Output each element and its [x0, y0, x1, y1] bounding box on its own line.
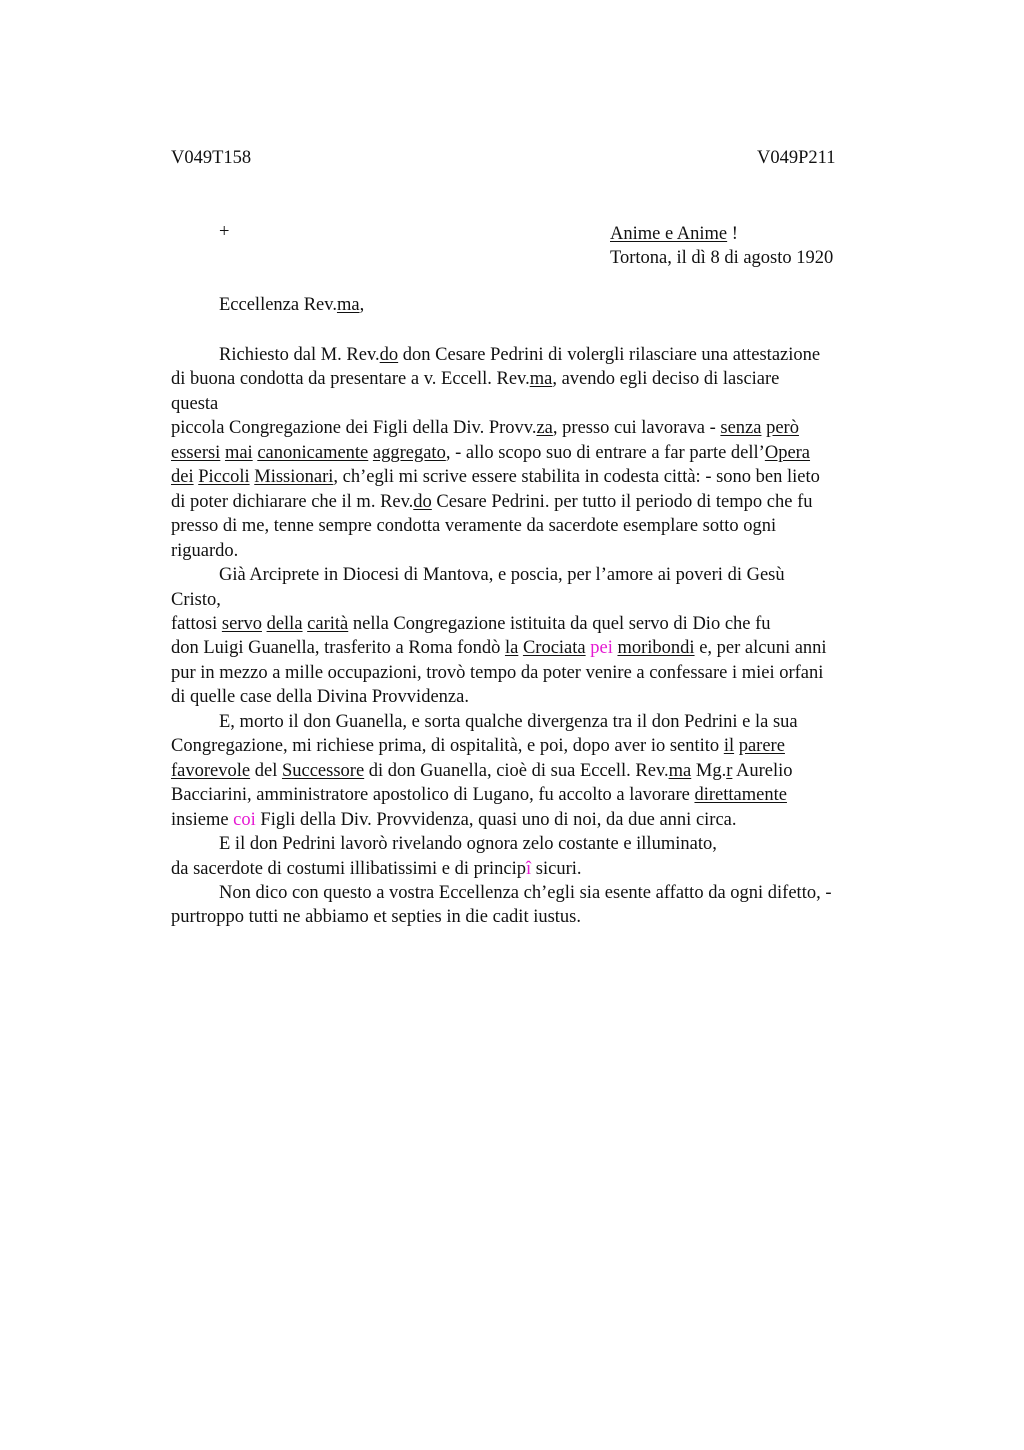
text-run: di buona condotta da presentare a v. Eccell. Rev. [171, 369, 530, 390]
text-run: Congregazione, mi richiese prima, di ospitalità, e poi, dopo aver io sentito [171, 736, 724, 757]
body-line-20 [171, 808, 911, 832]
text-run: purtroppo tutti ne abbiamo et septies in die cadit iustus. [171, 907, 582, 928]
underlined-word: do [413, 491, 432, 512]
body-line-09 [171, 539, 911, 563]
highlighted-word: î [526, 858, 532, 879]
body-line-03 [171, 392, 911, 416]
underlined-word: però [766, 418, 799, 439]
underlined-word: ma [529, 369, 553, 390]
underlined-word: Opera [764, 442, 811, 463]
text-run: e, per alcuni anni [694, 638, 827, 659]
body-line-22 [171, 857, 911, 881]
underlined-word: mai [224, 442, 253, 463]
text-run: da sacerdote di costumi illibatissimi e di princip [171, 858, 527, 879]
underlined-word: za [536, 418, 553, 439]
underlined-word: favorevole [171, 760, 251, 781]
underlined-word: Piccoli [198, 467, 250, 488]
underlined-word: senza [720, 418, 762, 439]
text-run: , - allo scopo suo di entrare a far parte dell’ [445, 442, 765, 463]
body-line-10 [171, 563, 911, 587]
text-run: Bacciarini, amministratore apostolico di Lugano, fu accolto a lavorare [171, 785, 695, 806]
underlined-word: moribondi [617, 638, 695, 659]
text-run: riguardo. [171, 540, 239, 561]
text-run: nella Congregazione istituita da quel servo di Dio che fu [348, 613, 771, 634]
text-run: don Luigi Guanella, trasferito a Roma fondò [171, 638, 505, 659]
underlined-word: Successore [281, 760, 365, 781]
text-run: piccola Congregazione dei Figli della Div. Provv. [171, 418, 537, 439]
text-run: del [250, 760, 282, 781]
body-line-21 [171, 832, 911, 856]
text-run: di quelle case della Divina Provvidenza. [171, 687, 469, 708]
text-run: sicuri. [531, 858, 582, 879]
letter-heading [610, 222, 833, 270]
text-run: Non dico con questo a vostra Eccellenza ch’egli sia esente affatto da ogni difetto, - [219, 882, 832, 903]
body-line-07 [171, 490, 911, 514]
body-line-04 [171, 416, 911, 440]
text-run: , avendo egli deciso di lasciare [552, 369, 780, 390]
underlined-word: Crociata [522, 638, 586, 659]
motto-line [610, 222, 833, 246]
underlined-word: carità [307, 613, 349, 634]
underlined-word: la [504, 638, 519, 659]
text-run: insieme [171, 809, 234, 830]
place-date: Tortona, il dì 8 di agosto 1920 [610, 248, 834, 268]
body-line-01 [171, 343, 911, 367]
underlined-word: servo [221, 613, 262, 634]
text-run: don Cesare Pedrini di volergli rilasciare una attestazione [398, 345, 821, 365]
text-run: , presso cui lavorava - [552, 418, 721, 439]
body-line-06 [171, 465, 911, 489]
underlined-word: ma [668, 760, 692, 781]
body-line-12 [171, 612, 911, 636]
text-run: Cesare Pedrini. per tutto il periodo di tempo che fu [431, 491, 813, 512]
body-line-02 [171, 367, 911, 391]
document-code-left: V049T158 [171, 148, 252, 168]
text-run: presso di me, tenne sempre condotta veramente da sacerdote esemplare sotto ogni [171, 516, 777, 537]
text-run: pur in mezzo a mille occupazioni, trovò tempo da poter venire a confessare i miei orfani [171, 662, 824, 683]
text-run: Aurelio [732, 760, 793, 781]
body-line-23 [171, 881, 911, 905]
text-run: E, morto il don Guanella, e sorta qualche divergenza tra il don Pedrini e la sua [219, 711, 798, 732]
text-run: Richiesto dal M. Rev. [219, 345, 380, 365]
body-line-05 [171, 441, 911, 465]
body-line-19 [171, 783, 911, 807]
highlighted-word: pei [590, 638, 613, 659]
text-run: di poter dichiarare che il m. Rev. [171, 491, 414, 512]
text-run: Già Arciprete in Diocesi di Mantova, e poscia, per l’amore ai poveri di Gesù [219, 565, 785, 586]
text-run: di don Guanella, cioè di sua Eccell. Rev. [364, 760, 669, 781]
text-run: fattosi [171, 613, 222, 634]
letter-body [171, 343, 911, 930]
body-line-13 [171, 636, 911, 660]
underlined-word: essersi [171, 442, 221, 463]
underlined-word: aggregato [372, 442, 446, 463]
text-run: Mg. [691, 760, 727, 781]
document-code-right: V049P211 [757, 148, 836, 168]
underlined-word: do [379, 345, 399, 365]
text-run: , ch’egli mi scrive essere stabilita in codesta città: - sono ben lieto [333, 467, 820, 488]
body-line-17 [171, 734, 911, 758]
body-line-24 [171, 905, 911, 929]
underlined-word: dei [171, 467, 194, 488]
body-line-11 [171, 588, 911, 612]
motto-text: Anime e Anime [610, 224, 728, 244]
underlined-word: parere [738, 736, 785, 757]
body-line-16 [171, 710, 911, 734]
text-run: E il don Pedrini lavorò rivelando ognora zelo costante e illuminato, [219, 834, 717, 855]
underlined-word: della [266, 613, 303, 634]
body-line-08 [171, 514, 911, 538]
underlined-word: Missionari [254, 467, 334, 488]
underlined-word: r [726, 760, 733, 781]
salutation: Eccellenza Rev.ma, [219, 295, 365, 315]
underlined-word: il [723, 736, 735, 757]
body-line-15 [171, 685, 911, 709]
text-run: Figli della Div. Provvidenza, quasi uno di noi, da due anni circa. [255, 809, 737, 830]
body-line-18 [171, 759, 911, 783]
motto-suffix: ! [727, 224, 738, 244]
text-run: questa [171, 393, 219, 414]
cross-mark: + [219, 222, 230, 242]
underlined-word: direttamente [694, 785, 787, 806]
highlighted-word: coi [233, 809, 256, 830]
underlined-word: canonicamente [257, 442, 369, 463]
body-line-14 [171, 661, 911, 685]
text-run: Cristo, [171, 589, 221, 610]
